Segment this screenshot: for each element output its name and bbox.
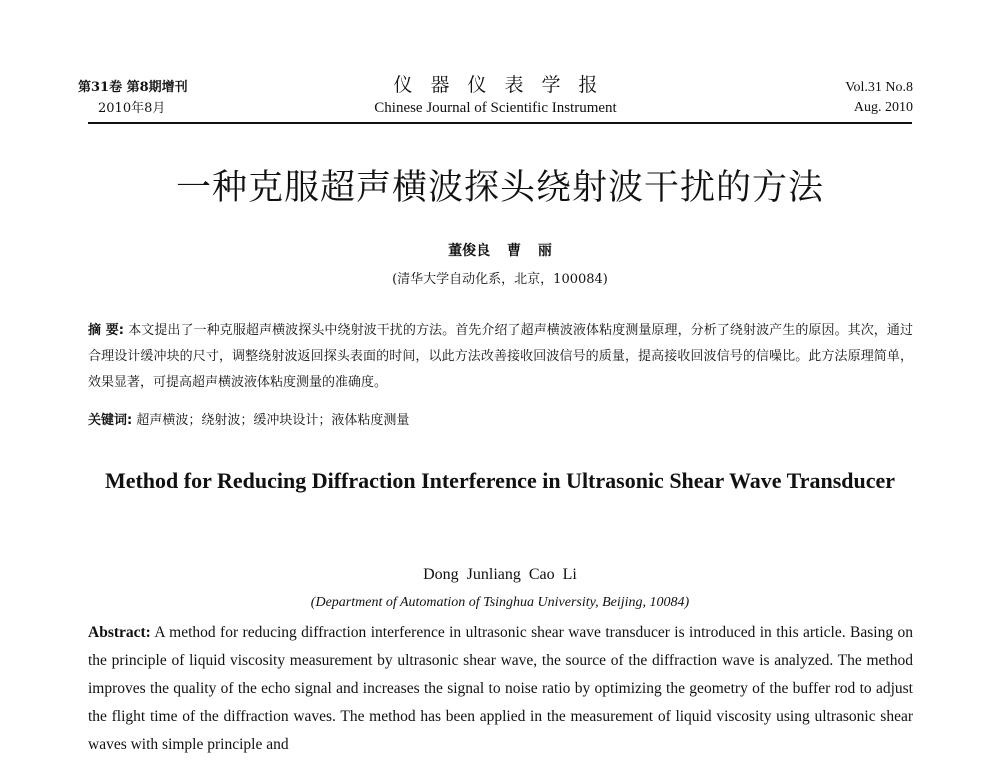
header-center — [78, 72, 913, 118]
volume-issue-en: Vol.31 No.8 — [845, 80, 913, 95]
authors-cn: 董俊良 曹 丽 — [448, 243, 552, 259]
affiliation-cn: (清华大学自动化系，北京，100084) — [392, 272, 608, 287]
date-cn: 2010年8月 — [98, 101, 166, 116]
date-en: Aug. 2010 — [853, 100, 913, 115]
journal-header — [78, 72, 913, 124]
journal-name-cn: 仪器仪表学报 — [393, 74, 616, 96]
header-rule — [88, 122, 912, 124]
journal-name-en: Chinese Journal of Scientific Instrument — [374, 100, 617, 116]
abstract-en-label: Abstract: — [88, 624, 151, 641]
paper-title-cn: 一种克服超声横波探头绕射波干扰的方法 — [175, 168, 824, 208]
abstract-en — [88, 619, 913, 759]
keywords-cn-label: 关键词: — [88, 413, 133, 428]
abstract-en-text: A method for reducing diffraction interference in ultrasonic shear wave transducer is introduced in this article. Basing on the principle of liquid viscosity measurement by ultrasonic shear wave, the source of the diffraction wave is analyzed. The method improves the quality of the echo signal and increases the signal to noise ratio by optimizing the geometry of the buffer rod to adjust the flight time of the diffraction waves. The method has been applied in the measurement of liquid viscosity using ultrasonic shear waves with simple principle and — [88, 624, 913, 753]
abstract-cn-label: 摘 要: — [88, 323, 124, 338]
abstract-cn-text: 本文提出了一种克服超声横波探头中绕射波干扰的方法。首先介绍了超声横波液体粘度测量原理，分析了绕射波产生的原因。其次，通过合理设计缓冲块的尺寸，调整绕射波返回探头表面的时间，以此方法改善接收回波信号的质量，提高接收回波信号的信噪比。此方法原理简单，效果显著，可提高超声横波液体粘度测量的准确度。 — [88, 323, 913, 390]
keywords-cn — [88, 410, 913, 432]
abstract-cn — [88, 318, 913, 396]
affiliation-en: (Department of Automation of Tsinghua University, Beijing, 10084) — [310, 595, 690, 610]
header-right — [845, 78, 913, 118]
paper-title-en: Method for Reducing Diffraction Interference in Ultrasonic Shear Wave Transducer — [104, 468, 896, 493]
keywords-cn-text: 超声横波；绕射波；缓冲块设计；液体粘度测量 — [136, 413, 410, 428]
authors-en: Dong Junliang Cao Li — [423, 566, 577, 583]
volume-issue-cn: 第31卷 第8期增刊 — [78, 80, 188, 95]
